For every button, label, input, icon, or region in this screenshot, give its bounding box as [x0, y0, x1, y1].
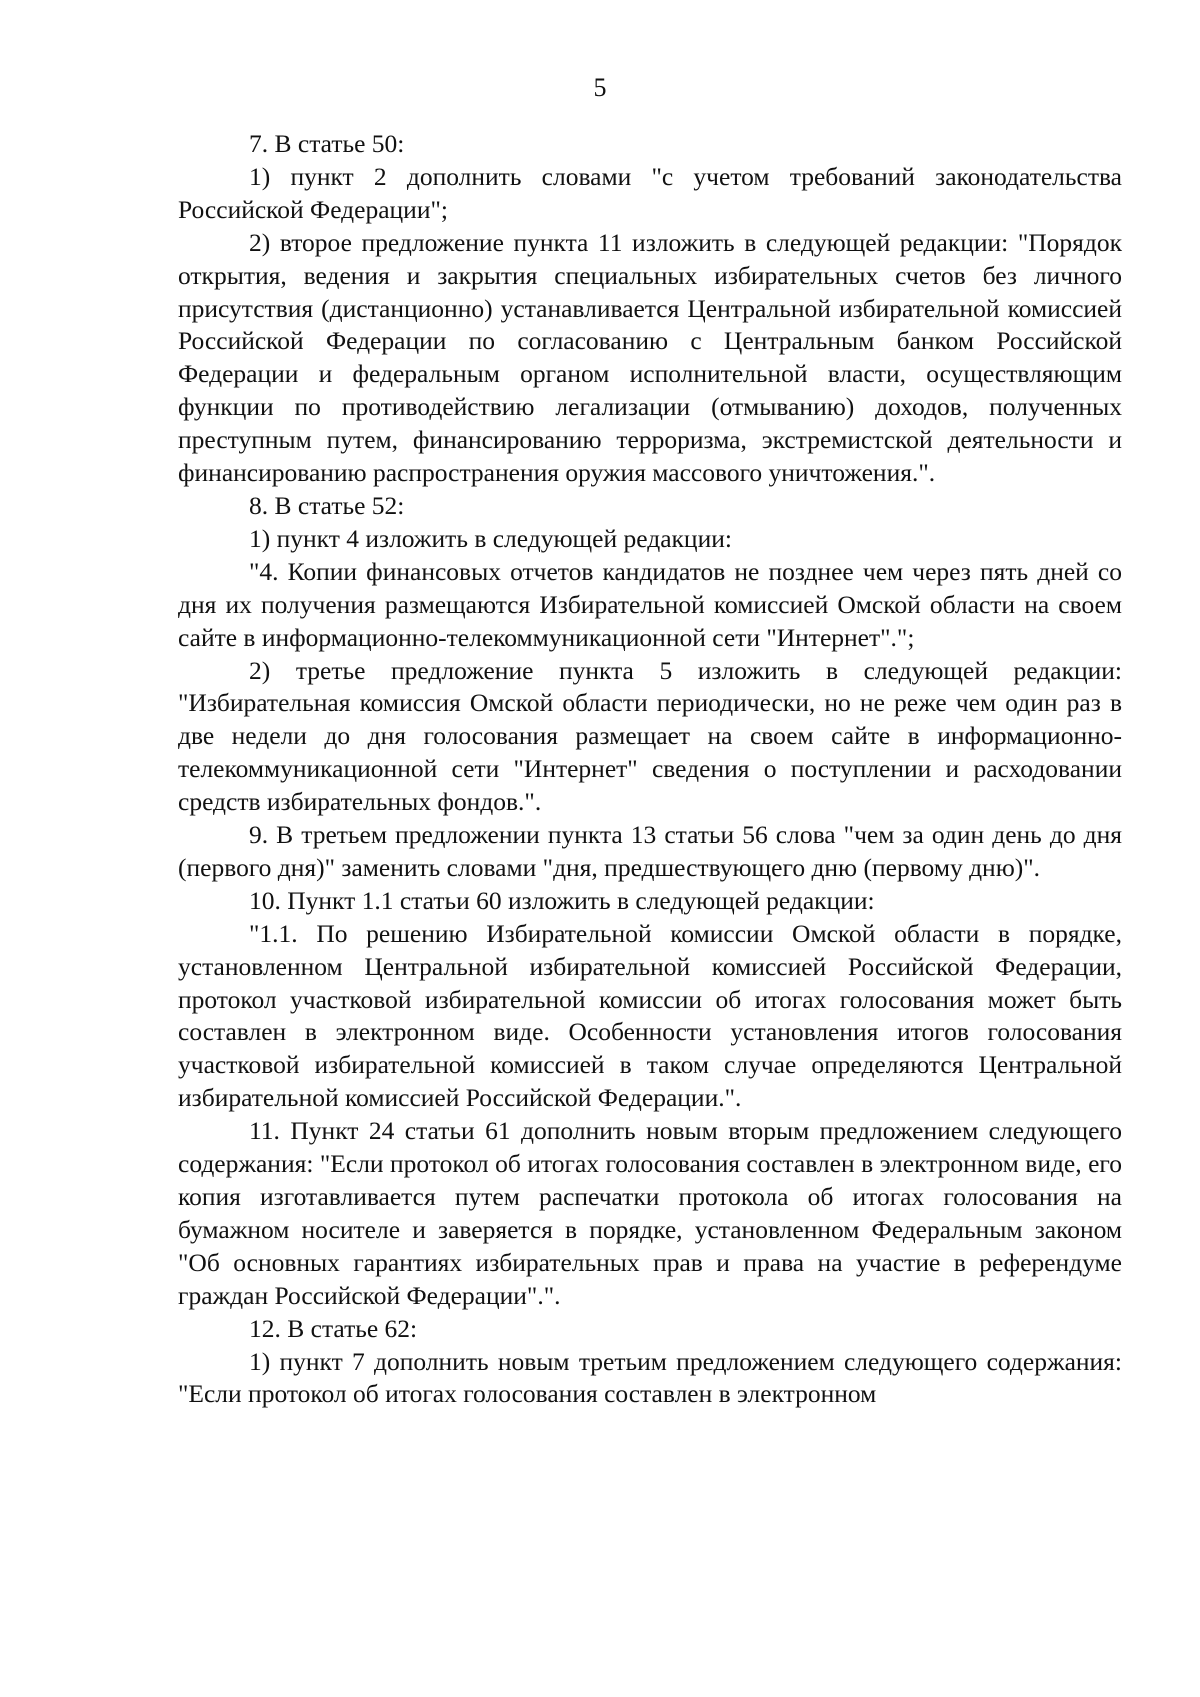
document-body [178, 128, 1122, 1411]
paragraph-11: 11. Пункт 24 статьи 61 дополнить новым вторым предложением следующего содержания: "Если протокол об итогах голосования составлен в электронном виде, его копия изготавливается путем распечатки протокола об итогах голосования на бумажном носителе и заверяется в порядке, установленном Федеральным законом "Об основных гарантиях избирательных прав и права на участие в референдуме граждан Российской Федерации".". [178, 1116, 1122, 1310]
paragraph-10-text: "1.1. По решению Избирательной комиссии Омской области в порядке, установленном Центральной избирательной комиссией Российской Федерации, протокол участковой избирательной комиссии об итогах голосования может быть составлен в электронном виде. Особенности установления итогов голосования участковой избирательной комиссией в таком случае определяются Центральной избирательной комиссией Российской Федерации.". [178, 918, 1122, 1113]
paragraph-8-item-2: 2) третье предложение пункта 5 изложить в следующей редакции: "Избирательная комиссия Омской области периодически, но не реже чем один раз в две недели до дня голосования размещает на своем сайте в информационно-телекоммуникационной сети "Интернет" сведения о поступлении и расходовании средств избирательных фондов.". [178, 655, 1122, 817]
page-number: 5 [593, 73, 607, 102]
paragraph-7-heading: 7. В статье 50: [249, 129, 405, 158]
paragraph-9: 9. В третьем предложении пункта 13 статьи 56 слова "чем за один день до дня (первого дня)" заменить словами "дня, предшествующего дню (первому дню)". [178, 820, 1122, 882]
paragraph-8-item-1-text: "4. Копии финансовых отчетов кандидатов не позднее чем через пять дней со дня их получения размещаются Избирательной комиссией Омской области на своем сайте в информационно-телекоммуникационной сети "Интернет"."; [178, 556, 1122, 652]
paragraph-8-heading: 8. В статье 52: [249, 490, 405, 520]
paragraph-12-heading: 12. В статье 62: [249, 1313, 418, 1343]
paragraph-7-item-2: 2) второе предложение пункта 11 изложить в следующей редакции: "Порядок открытия, ведения и закрытия специальных избирательных счетов без личного присутствия (дистанционно) устанавливается Центральной избирательной комиссией Российской Федерации по согласованию с Центральным банком Российской Федерации и федеральным органом исполнительной власти, осуществляющим функции по противодействию легализации (отмыванию) доходов, полученных преступным путем, финансированию терроризма, экстремистской деятельности и финансированию распространения оружия массового уничтожения.". [178, 227, 1122, 488]
paragraph-7-item-1: 1) пункт 2 дополнить словами "с учетом требований законодательства Российской Федерации"; [178, 161, 1122, 224]
paragraph-12-item-1: 1) пункт 7 дополнить новым третьим предложением следующего содержания: "Если протокол об итогах голосования составлен в электронном [178, 1346, 1122, 1409]
paragraph-8-item-1: 1) пункт 4 изложить в следующей редакции: [249, 523, 732, 553]
paragraph-10-heading: 10. Пункт 1.1 статьи 60 изложить в следующей редакции: [249, 885, 875, 915]
